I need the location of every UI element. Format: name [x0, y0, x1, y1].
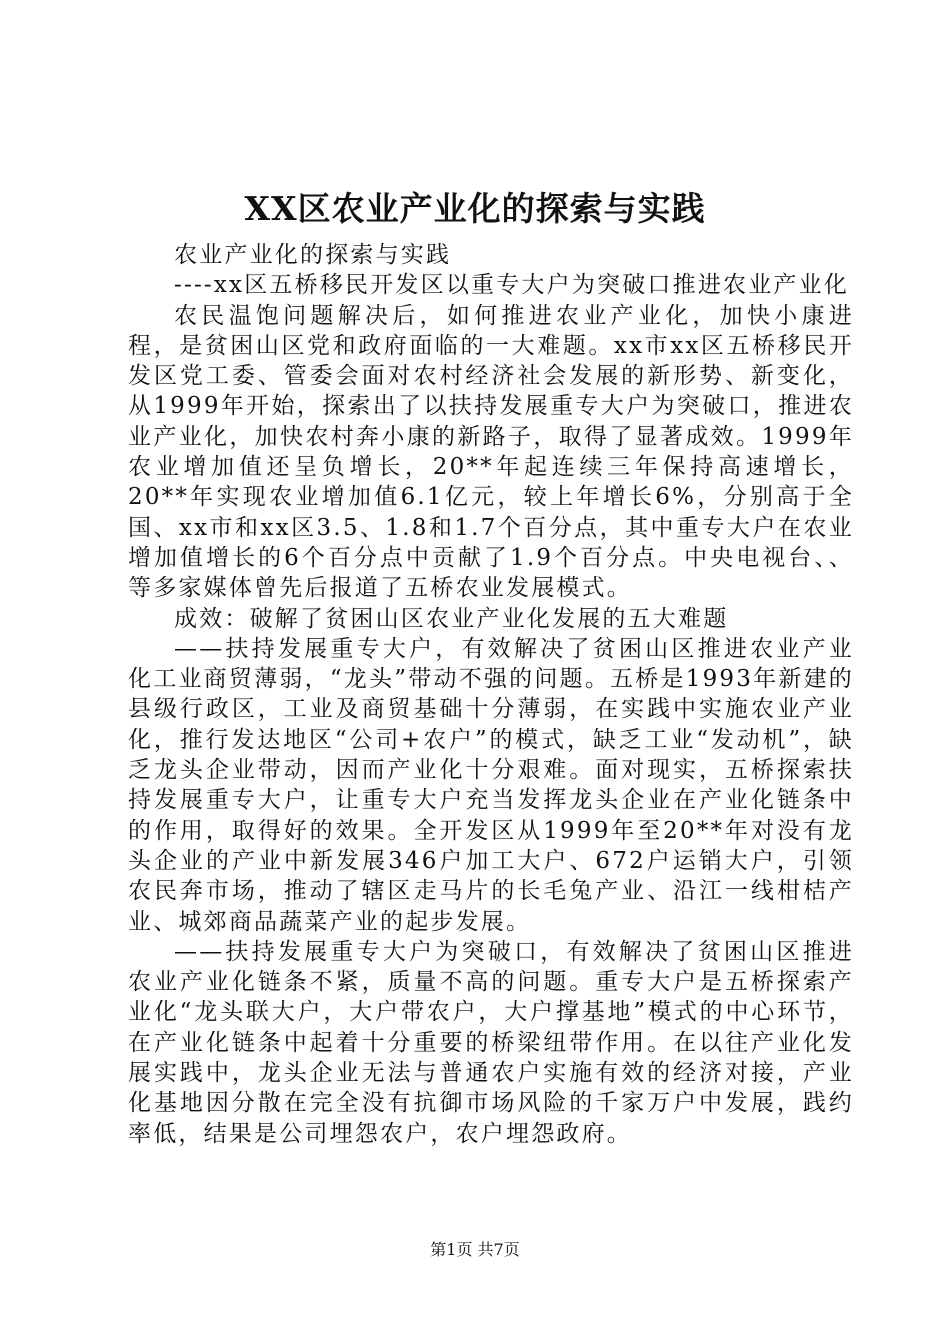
paragraph-results-heading: 成效：破解了贫困山区农业产业化发展的五大难题	[174, 605, 729, 632]
page-footer: 第1页 共7页	[430, 1240, 520, 1259]
document-title: XX区农业产业化的探索与实践	[244, 189, 706, 228]
paragraph-heading: 农业产业化的探索与实践	[174, 242, 452, 268]
paragraph-point-2: ——扶持发展重专大户为突破口，有效解决了贫困山区推进农业产业化链条不紧，质量不高的问题。重专大户是五桥探索产业化“龙头联大户，大户带农户，大户撑基地”模式的中心环节，在产业化链条中起着十分重要的桥梁纽带作用。在以往产业化发展实践中，龙头企业无法与普通农户实施有效的经济对接，产业化基地因分散在完全没有抗御市场风险的千家万户中发展，践约率低，结果是公司埋怨农户，农户埋怨政府。	[128, 938, 854, 1147]
document-body	[128, 240, 854, 1149]
paragraph-subtitle: ----xx区五桥移民开发区以重专大户为突破口推进农业产业化	[174, 272, 850, 299]
paragraph-intro: 农民温饱问题解决后，如何推进农业产业化，加快小康进程，是贫困山区党和政府面临的一大难题。xx市xx区五桥移民开发区党工委、管委会面对农村经济社会发展的新形势、新变化，从1999年开始，探索出了以扶持发展重专大户为突破口，推进农业产业化，加快农村奔小康的新路子，取得了显著成效。1999年农业增加值还呈负增长，20**年起连续三年保持高速增长，20**年实现农业增加值6.1亿元，较上年增长6%，分别高于全国、xx市和xx区3.5、1.8和1.7个百分点，其中重专大户在农业增加值增长的6个百分点中贡献了1.9个百分点。中央电视台、、等多家媒体曾先后报道了五桥农业发展模式。	[128, 302, 854, 602]
paragraph-point-1: ——扶持发展重专大户，有效解决了贫困山区推进农业产业化工业商贸薄弱，“龙头”带动不强的问题。五桥是1993年新建的县级行政区，工业及商贸基础十分薄弱，在实践中实施农业产业化，推行发达地区“公司+农户”的模式，缺乏工业“发动机”，缺乏龙头企业带动，因而产业化十分艰难。面对现实，五桥探索扶持发展重专大户，让重专大户充当发挥龙头企业在产业化链条中的作用，取得好的效果。全开发区从1999年至20**年对没有龙头企业的产业中新发展346户加工大户、672户运销大户，引领农民奔市场，推动了辖区走马片的长毛兔产业、沿江一线柑桔产业、城郊商品蔬菜产业的起步发展。	[128, 635, 854, 935]
